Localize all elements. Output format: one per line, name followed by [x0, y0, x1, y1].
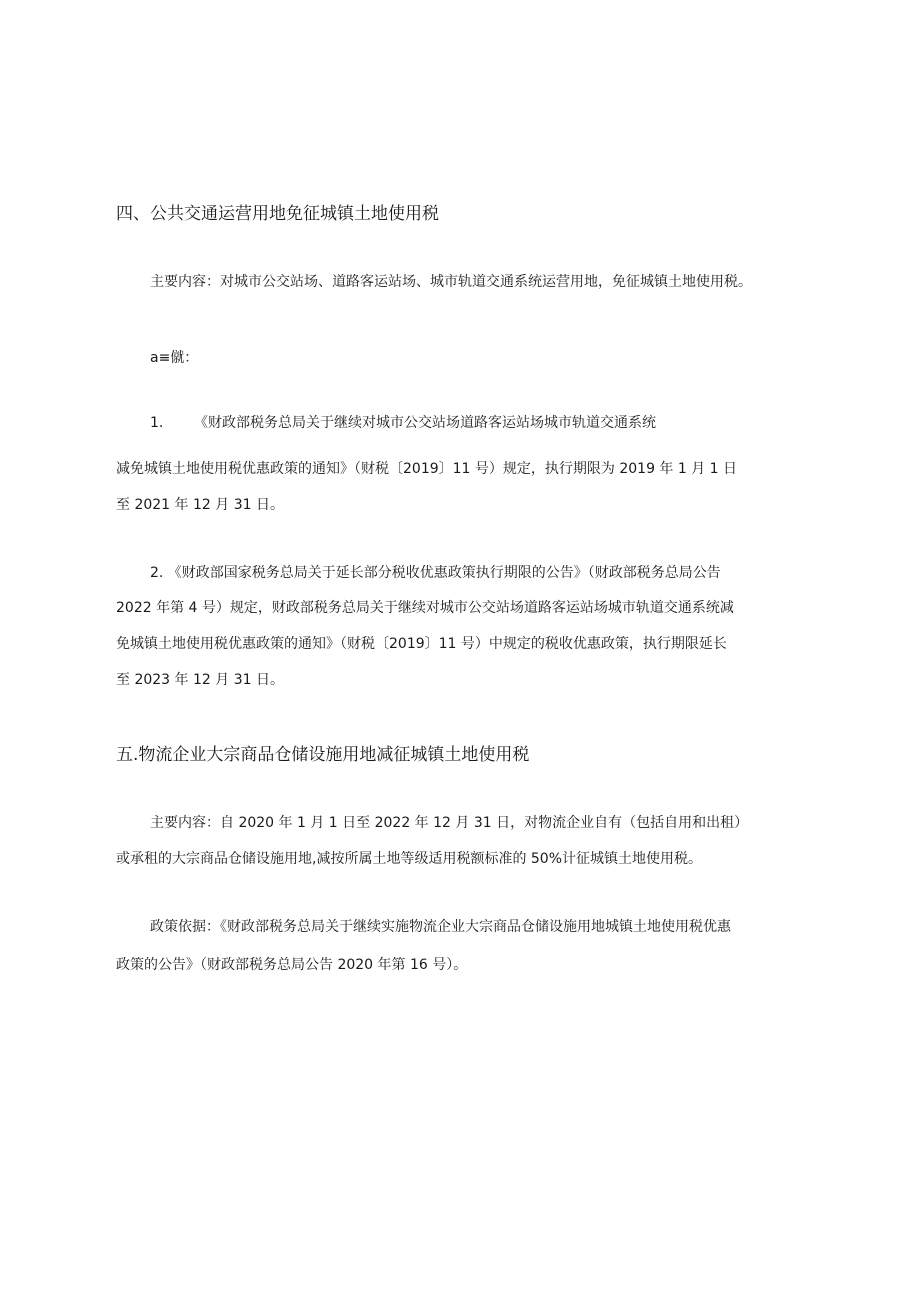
item-2-line-1: 2. 《财政部国家税务总局关于延长部分税收优惠政策执行期限的公告》（财政部税务总局公告 — [150, 565, 721, 581]
item-1-line-1: 《财政部税务总局关于继续对城市公交站场道路客运站场城市轨道交通系统 — [194, 415, 656, 431]
item-1-number: 1. — [150, 415, 164, 431]
section-5-basis-line-1: 政策依据：《财政部税务总局关于继续实施物流企业大宗商品仓储设施用地城镇土地使用税优惠 — [150, 919, 731, 935]
item-2-line-3: 免城镇土地使用税优惠政策的通知》（财税〔2019〕11 号）中规定的税收优惠政策，执行期限延长 — [116, 636, 727, 652]
section-5-heading: 五.物流企业大宗商品仓储设施用地减征城镇土地使用税 — [116, 745, 530, 765]
item-2-line-4: 至 2023 年 12 月 31 日。 — [116, 672, 284, 688]
item-1-line-2: 减免城镇土地使用税优惠政策的通知》（财税〔2019〕11 号）规定，执行期限为 2019 年 1 月 1 日 — [116, 461, 738, 477]
section-4-heading: 四、公共交通运营用地免征城镇土地使用税 — [116, 204, 439, 224]
item-2-line-2: 2022 年第 4 号）规定，财政部税务总局关于继续对城市公交站场道路客运站场城市轨道交通系统减 — [116, 600, 734, 616]
section-5-content-line-1: 主要内容：自 2020 年 1 月 1 日至 2022 年 12 月 31 日，对物流企业自有（包括自用和出租） — [150, 815, 749, 831]
section-4-basis-label: a≡僦： — [150, 350, 199, 366]
section-4-content: 主要内容：对城市公交站场、道路客运站场、城市轨道交通系统运营用地，免征城镇土地使用税。 — [150, 274, 752, 290]
section-5-content-line-2: 或承租的大宗商品仓储设施用地,减按所属土地等级适用税额标准的 50%计征城镇土地使用税。 — [116, 851, 703, 867]
item-1-line-3: 至 2021 年 12 月 31 日。 — [116, 497, 284, 513]
section-5-basis-line-2: 政策的公告》（财政部税务总局公告 2020 年第 16 号）。 — [116, 957, 468, 973]
